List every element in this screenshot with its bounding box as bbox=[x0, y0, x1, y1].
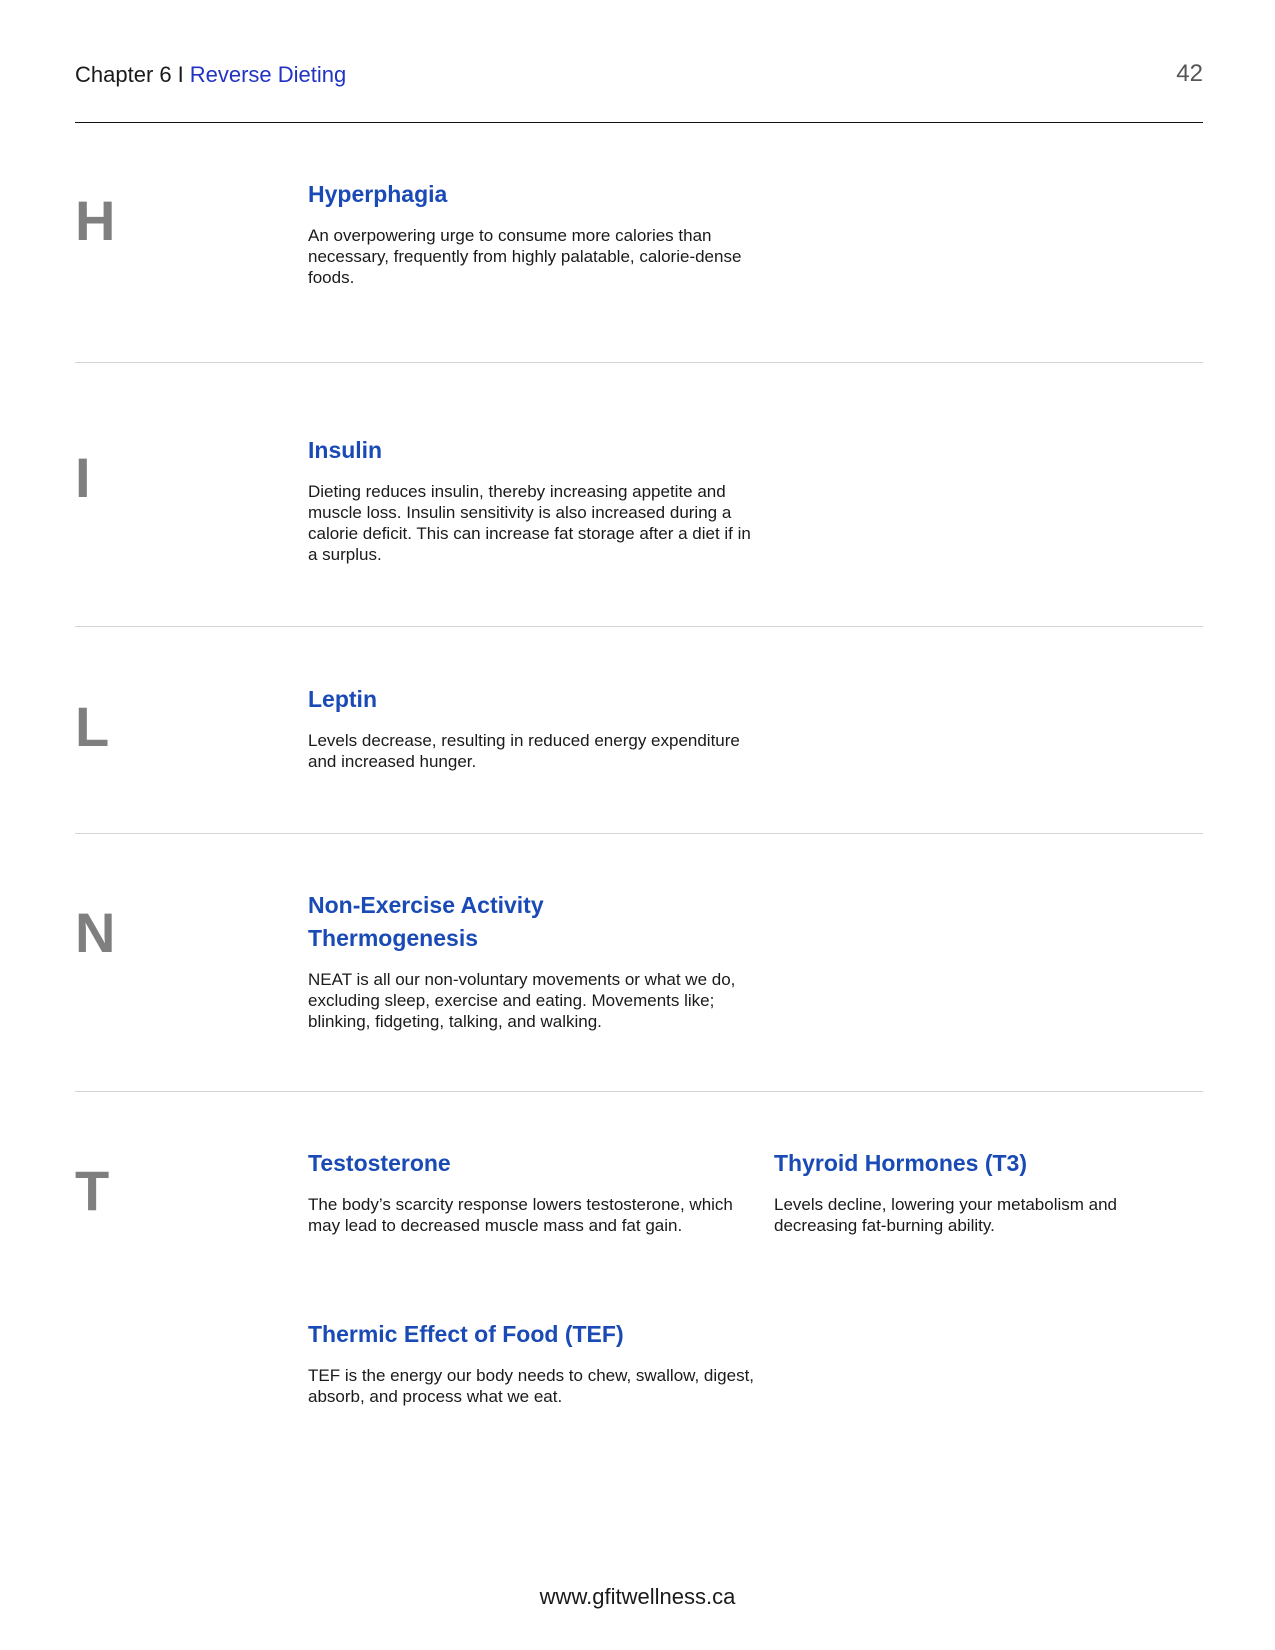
glossary-entry-tef bbox=[308, 1318, 758, 1407]
section-letter-n: N bbox=[75, 901, 116, 964]
term-title: Thyroid Hormones (T3) bbox=[774, 1150, 1028, 1176]
term-definition: Levels decline, lowering your metabolism and decreasing fat-burning ability. bbox=[774, 1195, 1118, 1235]
term-definition: An overpowering urge to consume more calories than necessary, frequently from highly palatable, calorie-dense foods. bbox=[308, 226, 742, 287]
term-definition: Levels decrease, resulting in reduced energy expenditure and increased hunger. bbox=[308, 731, 740, 771]
term-definition: Dieting reduces insulin, thereby increasing appetite and muscle loss. Insulin sensitivity is also increased during a calorie deficit. This can increase fat storage after a diet if in a surplus. bbox=[308, 482, 751, 564]
section-divider bbox=[75, 626, 1203, 627]
section-letter-h: H bbox=[75, 189, 116, 252]
term-title: Leptin bbox=[308, 686, 377, 712]
header-rule bbox=[75, 122, 1203, 123]
term-definition: TEF is the energy our body needs to chew, swallow, digest, absorb, and process what we eat. bbox=[308, 1366, 755, 1406]
term-definition: NEAT is all our non-voluntary movements or what we do, excluding sleep, exercise and eating. Movements like; blinking, fidgeting, talking, and walking. bbox=[308, 970, 736, 1031]
section-letter-t: T bbox=[75, 1159, 110, 1222]
glossary-entry-testosterone bbox=[308, 1147, 758, 1236]
glossary-entry-leptin bbox=[308, 683, 758, 772]
section-divider bbox=[75, 1091, 1203, 1092]
chapter-label: Chapter 6 bbox=[75, 62, 172, 87]
term-definition: The body’s scarcity response lowers testosterone, which may lead to decreased muscle mass and fat gain. bbox=[308, 1195, 733, 1235]
chapter-title: Reverse Dieting bbox=[189, 62, 347, 87]
term-title: Insulin bbox=[308, 437, 383, 463]
chapter-separator: I bbox=[177, 62, 184, 87]
page-header bbox=[75, 60, 1203, 90]
footer-website: www.gfitwellness.ca bbox=[539, 1584, 736, 1609]
section-divider bbox=[75, 833, 1203, 834]
section-divider bbox=[75, 362, 1203, 363]
term-title: Thermic Effect of Food (TEF) bbox=[308, 1321, 624, 1347]
term-title: Non-Exercise Activity Thermogenesis bbox=[308, 892, 544, 951]
term-title: Hyperphagia bbox=[308, 181, 448, 207]
chapter-heading bbox=[75, 62, 346, 88]
glossary-entry-hyperphagia bbox=[308, 178, 758, 288]
section-letter-l: L bbox=[75, 695, 110, 758]
glossary-entry-neat bbox=[308, 889, 736, 1032]
page-number: 42 bbox=[1176, 60, 1203, 87]
glossary-entry-thyroid-hormones bbox=[774, 1147, 1194, 1236]
section-letter-i: I bbox=[75, 446, 91, 509]
glossary-entry-insulin bbox=[308, 434, 758, 565]
term-title: Testosterone bbox=[308, 1150, 451, 1176]
